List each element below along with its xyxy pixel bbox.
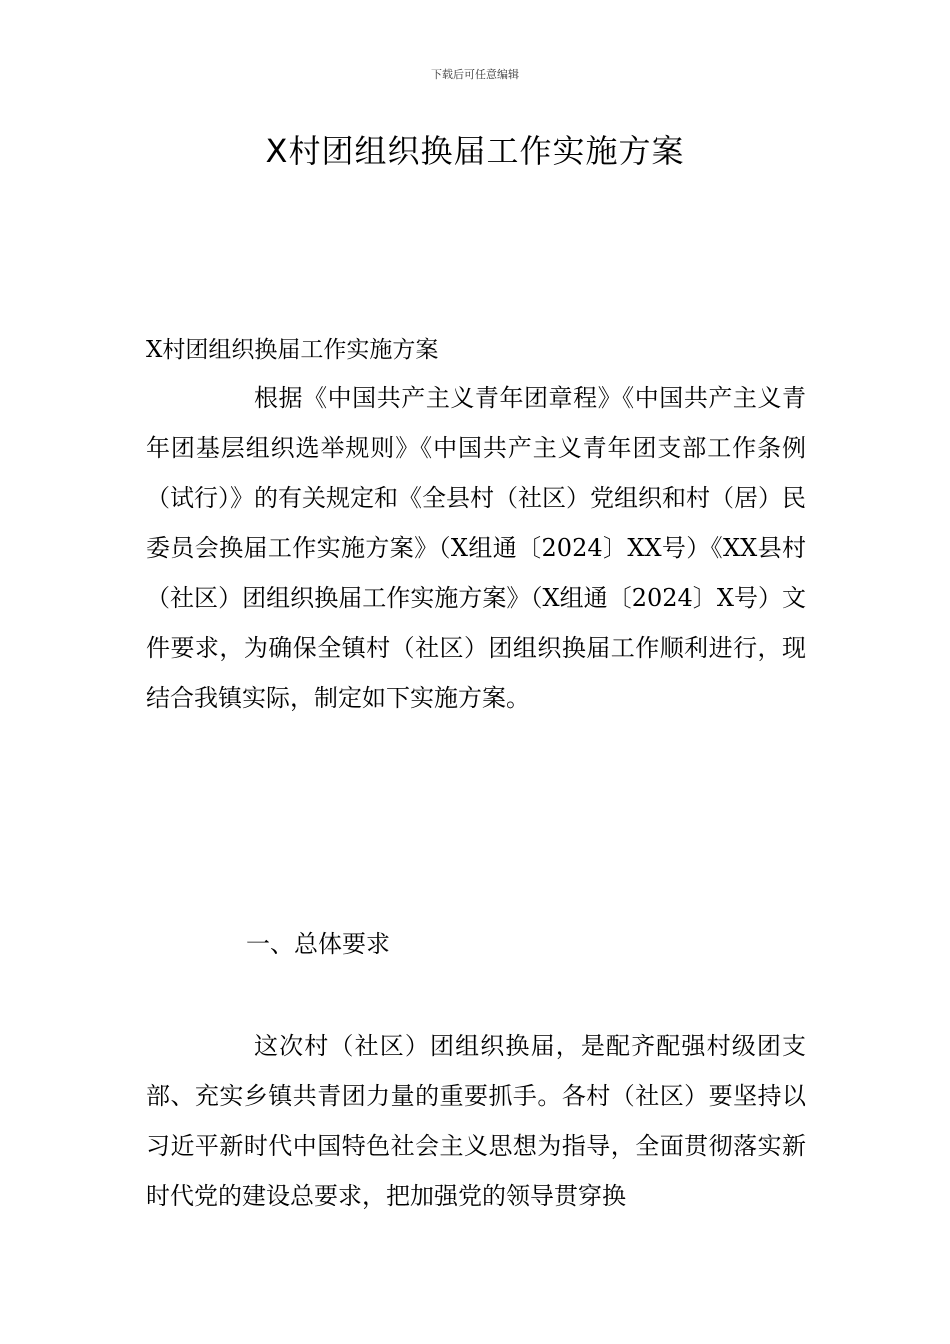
header-note: 下载后可任意编辑 [431, 68, 519, 81]
general-requirements-paragraph: 这次村（社区）团组织换届，是配齐配强村级团支部、充实乡镇共青团力量的重要抓手。各村（社区）要坚持以习近平新时代中国特色社会主义思想为指导，全面贯彻落实新时代党的建设总要求，把加强党的领导贯穿换 [146, 1032, 806, 1210]
document-subtitle: X村团组织换届工作实施方案 [146, 337, 439, 363]
section-heading-general-requirements: 一、总体要求 [246, 930, 390, 958]
intro-paragraph: 根据《中国共产主义青年团章程》《中国共产主义青年团基层组织选举规则》《中国共产主义青年团支部工作条例（试行）》的有关规定和《全县村（社区）党组织和村（居）民委员会换届工作实施方案》（X组通〔2024〕XX号）《XX县村（社区）团组织换届工作实施方案》（X组通〔2024〕X号）文件要求，为确保全镇村（社区）团组织换届工作顺利进行，现结合我镇实际，制定如下实施方案。 [146, 384, 806, 712]
document-title: X村团组织换届工作实施方案 [265, 132, 685, 170]
